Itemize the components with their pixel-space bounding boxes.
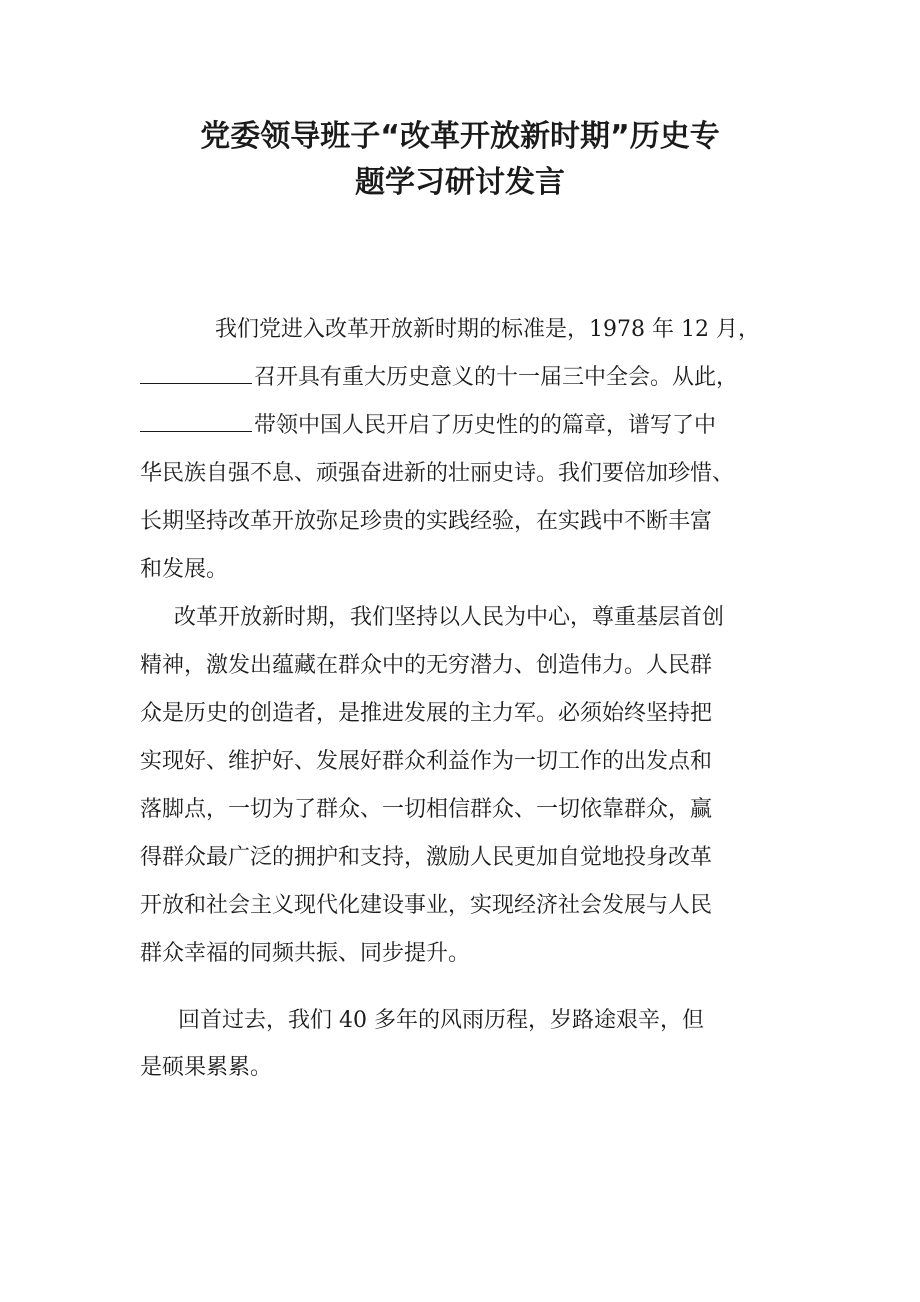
paragraph-2-line-1: 改革开放新时期，我们坚持以人民为中心，尊重基层首创 <box>174 605 725 630</box>
paragraph-1-line-2 <box>140 363 738 393</box>
paragraph-1-line-4: 华民族自强不息、顽强奋进新的壮丽史诗。我们要倍加珍惜、 <box>140 461 735 486</box>
document-title-line-1: 党委领导班子“改革开放新时期”历史专 <box>200 119 720 154</box>
paragraph-1-line-6: 和发展。 <box>140 557 229 582</box>
paragraph-1-line-1: 我们党进入改革开放新时期的标准是，1978 年 12 月， <box>215 317 760 342</box>
paragraph-3-line-2: 是硕果累累。 <box>140 1055 273 1080</box>
paragraph-2-line-8: 群众幸福的同频共振、同步提升。 <box>140 941 471 966</box>
paragraph-1-line-5: 长期坚持改革开放弥足珍贵的实践经验，在实践中不断丰富 <box>140 509 713 534</box>
paragraph-3-line-1: 回首过去，我们 40 多年的风雨历程，岁路途艰辛，但 <box>178 1008 704 1033</box>
paragraph-2-line-2: 精神，激发出蕴藏在群众中的无穷潜力、创造伟力。人民群 <box>140 653 713 678</box>
paragraph-2-line-4: 实现好、维护好、发展好群众利益作为一切工作的出发点和 <box>140 749 713 774</box>
paragraph-1-line-3 <box>140 411 716 441</box>
paragraph-2-line-5: 落脚点，一切为了群众、一切相信群众、一切依靠群众，赢 <box>140 797 713 822</box>
fill-in-blank <box>140 365 252 384</box>
document-title-line-2: 题学习研讨发言 <box>355 165 565 200</box>
paragraph-1-line-2-text: 召开具有重大历史意义的十一届三中全会。从此， <box>254 365 739 390</box>
paragraph-2-line-7: 开放和社会主义现代化建设事业，实现经济社会发展与人民 <box>140 893 713 918</box>
paragraph-2-line-3: 众是历史的创造者，是推进发展的主力军。必须始终坚持把 <box>140 701 713 726</box>
paragraph-2-line-6: 得群众最广泛的拥护和支持，激励人民更加自觉地投身改革 <box>140 845 713 870</box>
fill-in-blank <box>140 413 252 432</box>
paragraph-1-line-3-text: 带领中国人民开启了历史性的的篇章，谱写了中 <box>254 413 717 438</box>
